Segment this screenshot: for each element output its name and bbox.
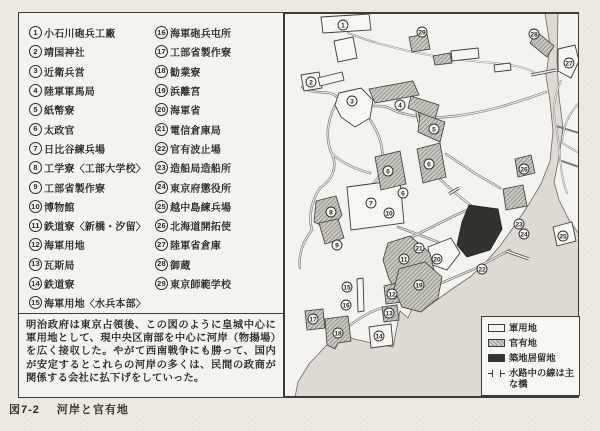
place-name: 瓦斯局 <box>44 260 75 272</box>
circled-number: 25 <box>155 200 168 213</box>
place-list-item <box>155 255 279 274</box>
place-name: 電信倉庫局 <box>170 125 221 137</box>
map-marker-number: 27 <box>565 60 573 68</box>
map-marker-number: 23 <box>515 221 523 229</box>
place-name: 御蔵 <box>170 260 191 272</box>
map-marker-number: 28 <box>530 31 538 39</box>
circled-number: 20 <box>155 103 168 116</box>
legend-label: 築地居留地 <box>509 353 556 363</box>
figure-caption-label: 図7-2 <box>9 404 40 416</box>
map-marker-number: 16 <box>342 302 350 310</box>
map-marker-number: 24 <box>520 231 528 239</box>
place-list-item <box>155 100 279 119</box>
map-marker-number: 20 <box>433 256 441 264</box>
place-name: 海軍砲兵屯所 <box>170 29 232 41</box>
place-list-item <box>29 293 151 312</box>
place-list-item <box>155 62 279 81</box>
circled-number: 27 <box>155 238 168 251</box>
place-list-item <box>155 274 279 293</box>
circled-number: 14 <box>29 277 42 290</box>
place-list-item <box>155 23 279 42</box>
place-list-item <box>29 42 151 61</box>
place-name: 太政官 <box>44 125 75 137</box>
place-list-item <box>155 81 279 100</box>
place-name: 勧業寮 <box>170 67 201 79</box>
legend-item-bridge <box>488 368 575 389</box>
map-marker-number: 5 <box>432 126 436 134</box>
map-marker-number: 3 <box>350 98 354 106</box>
place-list-item <box>29 197 151 216</box>
place-name: 北海道開拓使 <box>170 222 232 234</box>
place-name: 造船局造船所 <box>170 164 232 176</box>
place-list-item <box>29 23 151 42</box>
place-list-item <box>29 158 151 177</box>
place-list-item <box>155 139 279 158</box>
figure-frame <box>18 12 579 398</box>
place-list-item <box>29 255 151 274</box>
place-list-item <box>29 274 151 293</box>
map-marker-number: 29 <box>418 29 426 37</box>
figure-caption <box>9 401 129 417</box>
circled-number: 17 <box>155 45 168 58</box>
circled-number: 3 <box>29 65 42 78</box>
place-list-item <box>155 119 279 138</box>
circled-number: 10 <box>29 200 42 213</box>
map-marker-number: 15 <box>343 284 351 292</box>
circled-number: 24 <box>155 181 168 194</box>
map-marker-number: 1 <box>341 22 345 30</box>
place-name: 東京師範学校 <box>170 280 232 291</box>
map-marker-number: 12 <box>388 291 396 299</box>
map-marker-number: 13 <box>385 310 393 318</box>
place-name: 鉄道寮 <box>44 280 75 291</box>
map-marker-number: 8 <box>329 209 333 217</box>
place-list-item <box>29 139 151 158</box>
note-text: 明治政府は東京占領後、この図のように皇城中心に軍用地として、現中央区南部を中心に河岸（物揚場）を広く接収した。やがて西南戦争にも勝って、国内が安定するとこれらの河岸の多くは、民間の政商が関係する会社に払下げをしていった。 <box>26 320 276 384</box>
place-list-item <box>155 197 279 216</box>
circled-number: 9 <box>29 181 42 194</box>
map-marker-number: 6 <box>427 161 431 169</box>
legend-label: 水路中の線は主な橋 <box>509 368 575 389</box>
place-name: 紙幣寮 <box>44 106 75 118</box>
circled-number: 11 <box>29 219 42 232</box>
place-list-item <box>155 42 279 61</box>
circled-number: 6 <box>29 123 42 136</box>
map-panel <box>283 13 579 397</box>
circled-number: 15 <box>29 296 42 309</box>
legend-label: 官有地 <box>509 338 537 348</box>
map-legend <box>481 316 580 396</box>
circled-number: 26 <box>155 219 168 232</box>
place-list-item <box>29 235 151 254</box>
place-name: 海軍省 <box>170 106 201 118</box>
circled-number: 12 <box>29 238 42 251</box>
place-name: 工学寮〈工部大学校〉 <box>44 164 146 176</box>
map-marker-number: 2 <box>309 79 313 87</box>
place-name: 越中島練兵場 <box>170 202 232 214</box>
place-list-column-2 <box>155 23 279 293</box>
map-marker-number: 6 <box>386 168 390 176</box>
map-marker-number: 22 <box>478 266 486 274</box>
map-marker-number: 21 <box>415 245 423 253</box>
map-marker-number: 4 <box>398 102 402 110</box>
place-list-item <box>29 62 151 81</box>
circled-number: 21 <box>155 123 168 136</box>
place-list-item <box>29 216 151 235</box>
map-marker-number: 14 <box>375 333 383 341</box>
place-name: 陸軍省倉庫 <box>170 241 221 253</box>
place-list-item <box>155 216 279 235</box>
place-list-item <box>29 81 151 100</box>
place-list-item <box>155 158 279 177</box>
place-list-column-1 <box>29 23 151 312</box>
legend-item-settlement <box>488 353 575 364</box>
circled-number: 29 <box>155 277 168 290</box>
place-name: 近衛兵営 <box>44 67 85 79</box>
map-marker-number: 18 <box>334 330 342 338</box>
circled-number: 1 <box>29 26 42 39</box>
legend-swatch-military <box>488 324 505 332</box>
place-name: 鉄道寮〈新橋・汐留〉 <box>44 222 146 234</box>
map-marker-number: 11 <box>400 256 408 264</box>
place-list-item <box>155 235 279 254</box>
place-name: 陸軍軍馬局 <box>44 87 95 99</box>
circled-number: 8 <box>29 161 42 174</box>
place-name: 日比谷練兵場 <box>44 144 106 156</box>
figure-caption-title: 河岸と官有地 <box>56 404 129 416</box>
place-list-item <box>29 177 151 196</box>
circled-number: 22 <box>155 142 168 155</box>
circled-number: 23 <box>155 161 168 174</box>
place-list-panel <box>19 13 283 313</box>
place-list-item <box>29 100 151 119</box>
place-name: 工部省製作寮 <box>170 48 232 60</box>
map-marker-number: 26 <box>520 166 528 174</box>
place-name: 官有波止場 <box>170 144 221 156</box>
circled-number: 5 <box>29 103 42 116</box>
place-name: 海軍用地〈水兵本部〉 <box>44 299 146 311</box>
circled-number: 4 <box>29 84 42 97</box>
note-box <box>19 313 283 396</box>
legend-item-military <box>488 323 575 334</box>
circled-number: 28 <box>155 258 168 271</box>
place-name: 海軍用地 <box>44 241 85 253</box>
place-name: 東京府懲役所 <box>170 183 232 195</box>
circled-number: 2 <box>29 45 42 58</box>
map-marker-number: 10 <box>385 210 393 218</box>
map-marker-number: 17 <box>309 316 317 324</box>
place-list-item <box>29 119 151 138</box>
place-name: 工部省製作寮 <box>44 183 106 195</box>
map-marker-number: 9 <box>335 242 339 250</box>
circled-number: 19 <box>155 84 168 97</box>
legend-label: 軍用地 <box>509 323 537 333</box>
legend-item-government <box>488 338 575 349</box>
legend-swatch-government <box>488 339 505 347</box>
circled-number: 18 <box>155 65 168 78</box>
place-name: 靖国神社 <box>44 48 85 60</box>
circled-number: 16 <box>155 26 168 39</box>
place-name: 博物館 <box>44 202 75 214</box>
circled-number: 13 <box>29 258 42 271</box>
map-marker-number: 25 <box>559 233 567 241</box>
map-marker-number: 7 <box>369 200 373 208</box>
map-marker-number: 19 <box>415 282 423 290</box>
place-list-item <box>155 177 279 196</box>
place-name: 浜離宮 <box>170 87 201 99</box>
legend-swatch-settlement <box>488 354 505 362</box>
place-name: 小石川砲兵工廠 <box>44 29 116 41</box>
map-marker-number: 6 <box>401 190 405 198</box>
circled-number: 7 <box>29 142 42 155</box>
legend-swatch-bridge <box>488 369 505 378</box>
